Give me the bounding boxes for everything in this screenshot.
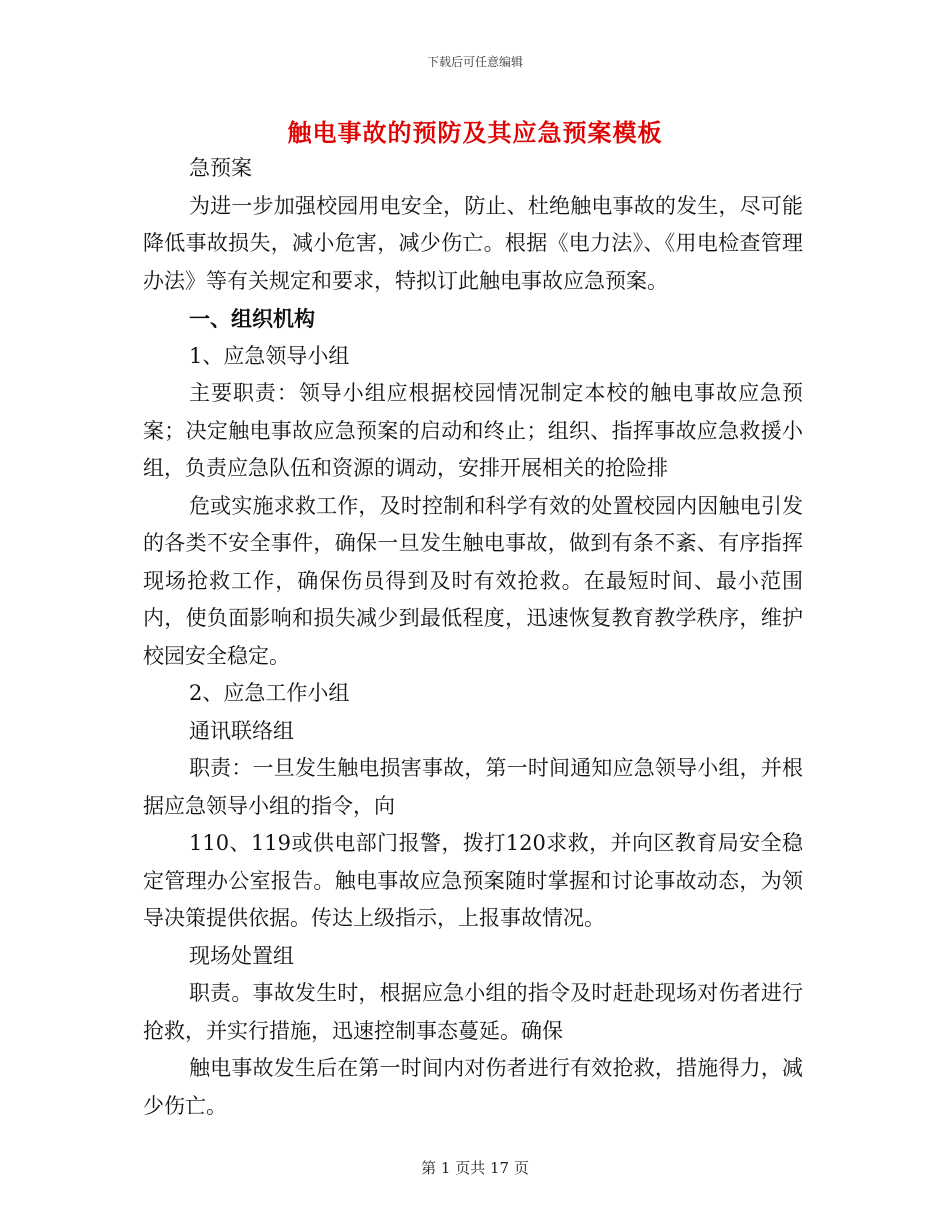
- document-title: 触电事故的预防及其应急预案模板: [287, 118, 663, 147]
- section-heading: 一、组织机构: [189, 306, 315, 331]
- paragraph: 主要职责：领导小组应根据校园情况制定本校的触电事故应急预案；决定触电事故应急预案的启动和终止；组织、指挥事故应急救援小组，负责应急队伍和资源的调动，安排开展相关的抢险排: [143, 381, 803, 480]
- paragraph: 危或实施求救工作，及时控制和科学有效的处置校园内因触电引发的各类不安全事件，确保一旦发生触电事故，做到有条不紊、有序指挥现场抢救工作，确保伤员得到及时有效抢救。在最短时间、最小范围内，使负面影响和损失减少到最低程度，迅速恢复教育教学秩序，维护校园安全稳定。: [143, 493, 803, 668]
- paragraph: 110、119或供电部门报警，拨打120求救，并向区教育局安全稳定管理办公室报告。触电事故应急预案随时掌握和讨论事故动态，为领导决策提供依据。传达上级指示，上报事故情况。: [143, 831, 803, 930]
- group-heading: 通讯联络组: [189, 718, 294, 743]
- paragraph: 职责：一旦发生触电损害事故，第一时间通知应急领导小组，并根据应急领导小组的指令，向: [143, 756, 803, 818]
- header-note: 下载后可任意编辑: [426, 55, 523, 69]
- document-body: [143, 150, 803, 1125]
- paragraph: 急预案: [189, 156, 252, 180]
- subsection-heading: 2、应急工作小组: [189, 681, 350, 705]
- paragraph: 触电事故发生后在第一时间内对伤者进行有效抢救，措施得力，减少伤亡。: [143, 1056, 803, 1118]
- page-footer: 第 1 页共 17 页: [421, 1159, 529, 1177]
- paragraph: 为进一步加强校园用电安全，防止、杜绝触电事故的发生，尽可能降低事故损失，减小危害，减少伤亡。根据《电力法》、《用电检查管理办法》等有关规定和要求，特拟订此触电事故应急预案。: [143, 193, 803, 293]
- group-heading: 现场处置组: [189, 943, 294, 968]
- subsection-heading: 1、应急领导小组: [189, 343, 350, 368]
- paragraph: 职责。事故发生时，根据应急小组的指令及时赶赴现场对伤者进行抢救，并实行措施，迅速控制事态蔓延。确保: [143, 981, 803, 1043]
